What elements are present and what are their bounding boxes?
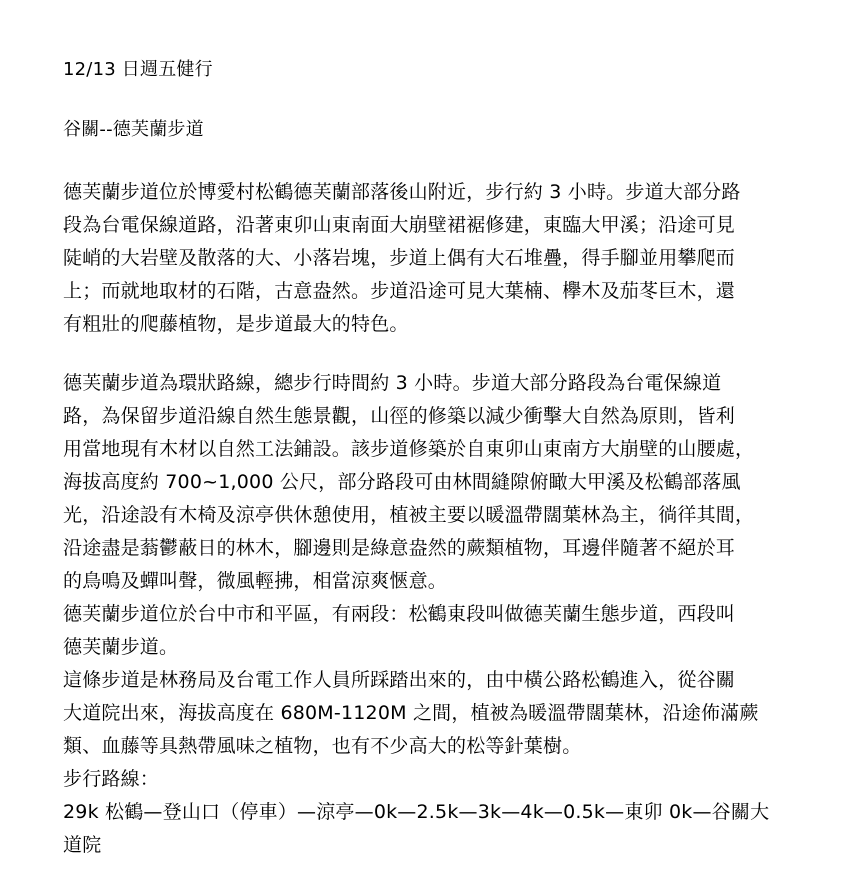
paragraph3-line-2: 德芙蘭步道。 (63, 636, 179, 658)
paragraph1-line-5: 有粗壯的爬藤植物，是步道最大的特色。 (63, 313, 409, 335)
paragraph2-line-2: 路，為保留步道沿線自然生態景觀，山徑的修築以減少衝擊大自然為原則，皆利 (63, 405, 736, 427)
route-line-1: 29k 松鶴—登山口（停車）—涼亭—0k—2.5k—3k—4k—0.5k—東卯 0k—谷關大 (63, 801, 770, 823)
paragraph3-line-1: 德芙蘭步道位於台中市和平區，有兩段：松鶴東段叫做德芙蘭生態步道，西段叫 (63, 603, 736, 625)
paragraph1-line-3: 陡峭的大岩壁及散落的大、小落岩塊，步道上偶有大石堆疊，得手腳並用攀爬而 (63, 247, 736, 269)
paragraph2-line-1: 德芙蘭步道為環狀路線，總步行時間約 3 小時。步道大部分路段為台電保線道 (63, 372, 722, 394)
paragraph4-line-1: 這條步道是林務局及台電工作人員所踩踏出來的，由中橫公路松鶴進入，從谷關 (63, 669, 736, 691)
paragraph2-line-6: 沿途盡是蓊鬱蔽日的林木，腳邊則是綠意盎然的蕨類植物，耳邊伴隨著不絕於耳 (63, 537, 736, 559)
route-label: 步行路線： (63, 768, 160, 790)
date-line: 12/13 日週五健行 (63, 59, 213, 80)
paragraph4-line-2: 大道院出來，海拔高度在 680M-1120M 之間，植被為暖溫帶闊葉林，沿途佈滿蕨 (63, 702, 759, 724)
paragraph1-line-1: 德芙蘭步道位於博愛村松鶴德芙蘭部落後山附近，步行約 3 小時。步道大部分路 (63, 181, 741, 203)
paragraph1-line-2: 段為台電保線道路，沿著東卯山東南面大崩壁裙裾修建，東臨大甲溪；沿途可見 (63, 214, 736, 236)
paragraph2-line-4: 海拔高度約 700~1,000 公尺，部分路段可由林間縫隙俯瞰大甲溪及松鶴部落風 (63, 471, 741, 493)
paragraph1-line-4: 上；而就地取材的石階，古意盎然。步道沿途可見大葉楠、欅木及茄苳巨木，還 (63, 280, 736, 302)
route-line-2: 道院 (63, 834, 102, 856)
route-title: 谷關--德芙蘭步道 (63, 119, 204, 140)
paragraph2-line-3: 用當地現有木材以自然工法鋪設。該步道修築於自東卯山東南方大崩壁的山腰處， (63, 438, 755, 460)
paragraph4-line-3: 類、血藤等具熱帶風味之植物，也有不少高大的松等針葉樹。 (63, 735, 582, 757)
paragraph2-line-7: 的鳥鳴及蟬叫聲，微風輕拂，相當涼爽愜意。 (63, 570, 448, 592)
paragraph2-line-5: 光，沿途設有木椅及涼亭供休憩使用，植被主要以暖溫帶闊葉林為主，徜徉其間， (63, 504, 755, 526)
